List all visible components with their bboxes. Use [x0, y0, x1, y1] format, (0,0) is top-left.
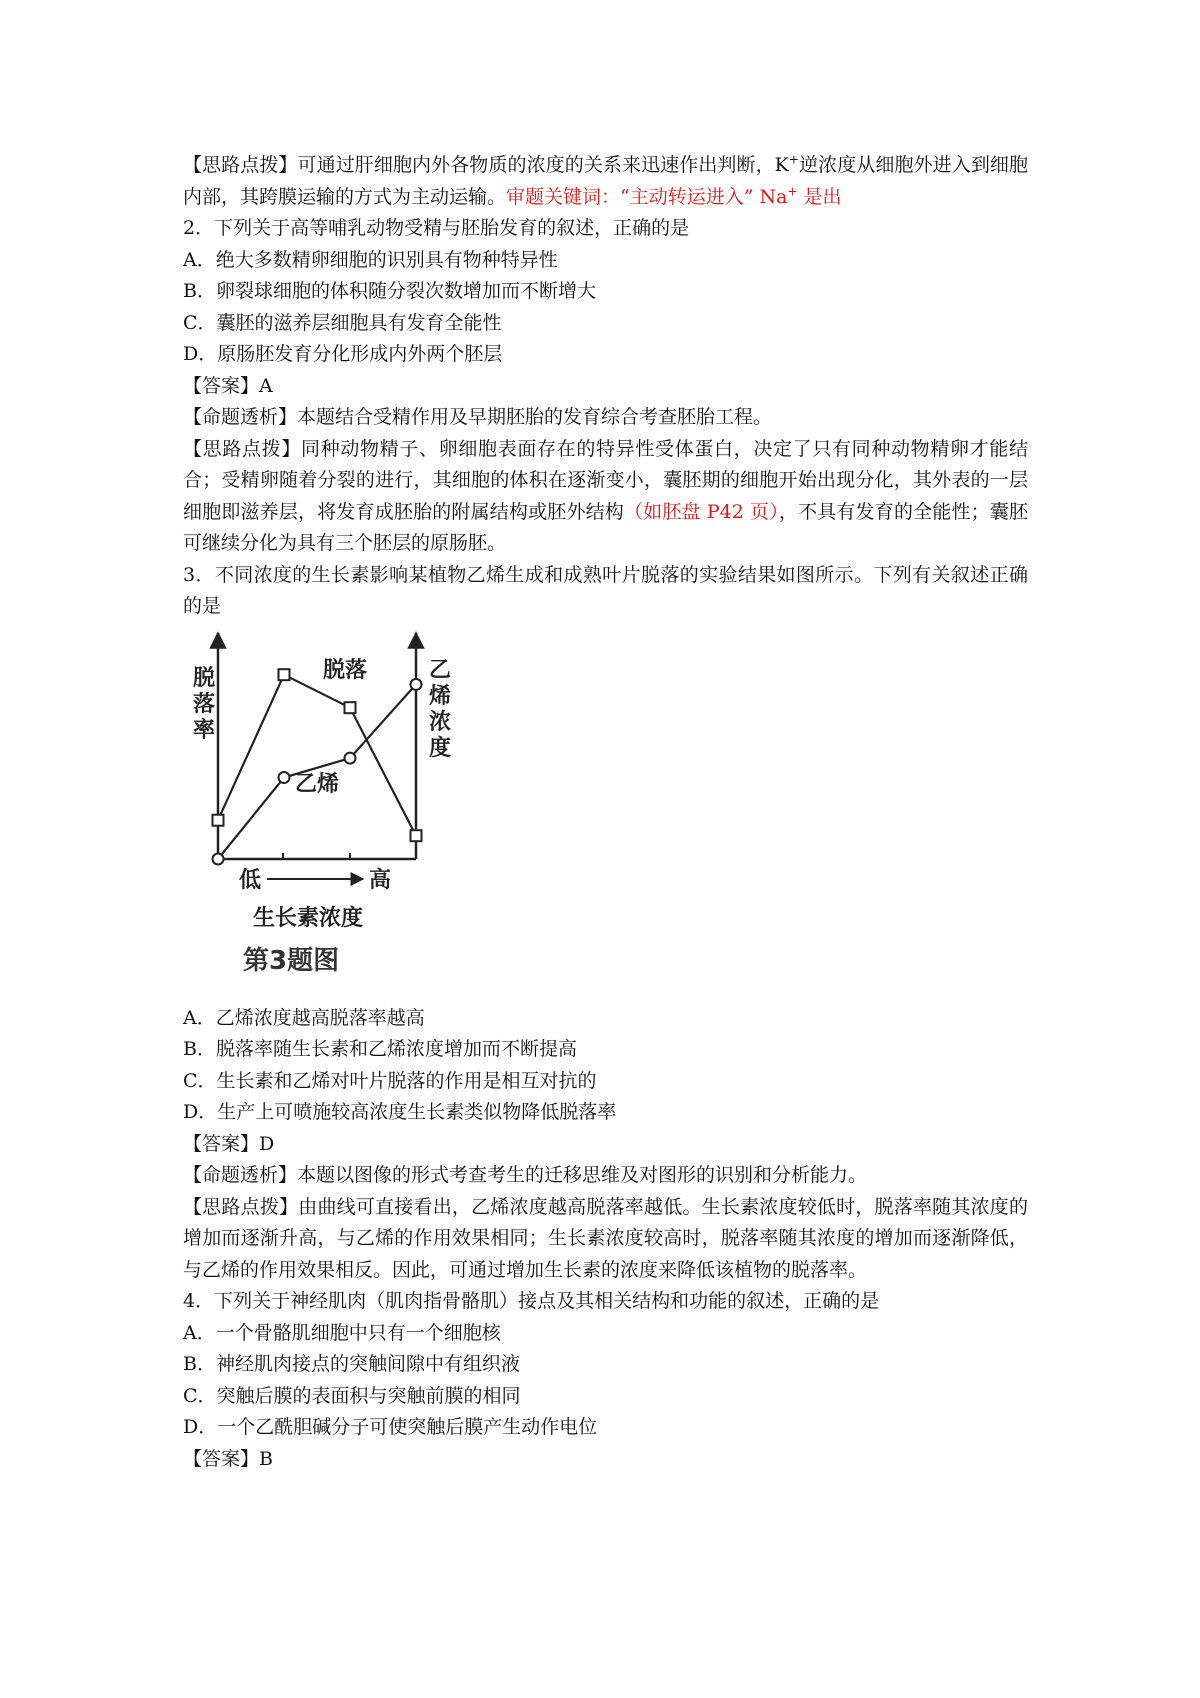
- q2-analysis: [183, 434, 1028, 560]
- insight-tag: 【命题透析】: [183, 406, 298, 428]
- q2-answer: 【答案】A: [183, 374, 273, 397]
- q4-option-b: B．神经肌肉接点的突触间隙中有组织液: [183, 1353, 520, 1375]
- ethylene-series-label: 乙烯: [295, 771, 340, 797]
- q2-option-b: B．卵裂球细胞的体积随分裂次数增加而不断增大: [183, 280, 596, 302]
- q2-option-d: D．原肠胚发育分化形成内外两个胚层: [183, 343, 503, 365]
- q2-option-c: C．囊胚的滋养层细胞具有发育全能性: [183, 311, 502, 334]
- q3-option-d: D．生产上可喷施较高浓度生长素类似物降低脱落率: [183, 1101, 617, 1123]
- x-axis-title: 生长素浓度: [253, 905, 364, 931]
- q3-option-c: C．生长素和乙烯对叶片脱落的作用是相互对抗的: [183, 1069, 597, 1092]
- insight-text: 本题结合受精作用及早期胚胎的发育综合考查胚胎工程。: [297, 406, 773, 428]
- series-line-abscission: [218, 674, 416, 835]
- ethylene-point: [345, 752, 356, 763]
- q2-insight: [183, 402, 1028, 434]
- analysis-tag: 【思路点拨】: [183, 437, 301, 460]
- q3-line-chart: [183, 629, 1028, 997]
- left-axis-title-char: 脱: [193, 665, 216, 691]
- q4-stem: 4．下列关于神经肌肉（肌肉指骨骼肌）接点及其相关结构和功能的叙述，正确的是: [183, 1290, 880, 1312]
- q2-stem: 2．下列关于高等哺乳动物受精与胚胎发育的叙述，正确的是: [183, 217, 690, 239]
- q3-option-b: B．脱落率随生长素和乙烯浓度增加而不断提高: [183, 1038, 577, 1060]
- right-axis-title-char: 度: [429, 735, 452, 761]
- superscript-plus: +: [787, 184, 798, 199]
- textbook-reference-note: （如胚盘 P42 页）: [623, 500, 779, 523]
- q3-answer: 【答案】D: [183, 1132, 275, 1155]
- q3-option-a: A．乙烯浓度越高脱落率越高: [183, 1006, 425, 1029]
- q3-figure: [183, 629, 1028, 997]
- left-axis-title-char: 落: [193, 691, 216, 717]
- abscission-point: [345, 702, 356, 713]
- analysis-text: 可通过肝细胞内外各物质的浓度的关系来迅速作出判断，K: [297, 154, 789, 176]
- ethylene-point: [279, 772, 290, 783]
- analysis-text: 同种动物精子、卵细胞表面存在的特异性受体蛋白，决定了只有同种动物精卵才能结合；受精卵随着分裂的进行，其细胞的体积在逐渐变小，囊胚期的细胞开始出现分化，其外表的一层细胞即滋养层，将发育成胚胎的附属结构或胚外结构: [183, 437, 1028, 523]
- q2-option-a: A．绝大多数精卵细胞的识别具有物种特异性: [183, 248, 558, 271]
- q4-answer: 【答案】B: [183, 1447, 273, 1470]
- analysis-text: 逆浓度从细胞外进入到细胞内部，其跨膜运输的方式为主动运输。: [183, 154, 1028, 208]
- x-tick-label-low: 低: [239, 867, 262, 893]
- q3-analysis: [183, 1192, 1028, 1287]
- right-axis-title-char: 浓: [429, 709, 452, 735]
- q3-stem: 3．不同浓度的生长素影响某植物乙烯生成和成熟叶片脱落的实验结果如图所示。下列有关叙述正确的是: [183, 563, 1028, 617]
- left-axis-title-char: 率: [193, 717, 216, 743]
- analysis-text: ，不具有发育的全能性；囊胚可继续分化为具有三个胚层的原肠胚。: [183, 500, 1028, 554]
- x-tick-label-high: 高: [369, 867, 392, 893]
- insight-tag: 【命题透析】: [183, 1164, 298, 1186]
- key-words-note: 是出: [797, 185, 842, 208]
- key-words-note: 审题关键词：“主动转运进入” Na: [506, 185, 788, 208]
- figure-caption: 第3题图: [243, 945, 340, 976]
- ethylene-point: [213, 853, 224, 864]
- q4-option-d: D．一个乙酰胆碱分子可使突触后膜产生动作电位: [183, 1416, 598, 1438]
- abscission-series-label: 脱落: [323, 657, 368, 683]
- insight-text: 本题以图像的形式考查考生的迁移思维及对图形的识别和分析能力。: [297, 1164, 868, 1186]
- abscission-point: [411, 830, 422, 841]
- abscission-point: [213, 814, 224, 825]
- q3-insight: [183, 1160, 1028, 1192]
- analysis-tag: 【思路点拨】: [183, 154, 298, 176]
- right-axis-title-char: 烯: [429, 683, 452, 709]
- analysis-tag: 【思路点拨】: [183, 1195, 299, 1218]
- analysis-text: 由曲线可直接看出，乙烯浓度越高脱落率越低。生长素浓度较低时，脱落率随其浓度的增加而逐渐升高，与乙烯的作用效果相同；生长素浓度较高时，脱落率随其浓度的增加而逐渐降低，与乙烯的作用效果相反。因此，可通过增加生长素的浓度来降低该植物的脱落率。: [183, 1195, 1028, 1281]
- q4-option-c: C．突触后膜的表面积与突触前膜的相同: [183, 1384, 521, 1407]
- document-body: [183, 150, 1028, 1475]
- q1-analysis: [183, 150, 1028, 213]
- right-axis-title-char: 乙: [429, 657, 452, 683]
- ethylene-point: [411, 678, 422, 689]
- abscission-point: [279, 669, 290, 680]
- series-layer: [213, 669, 422, 864]
- q4-option-a: A．一个骨骼肌细胞中只有一个细胞核: [183, 1321, 501, 1344]
- superscript-plus: +: [788, 152, 799, 167]
